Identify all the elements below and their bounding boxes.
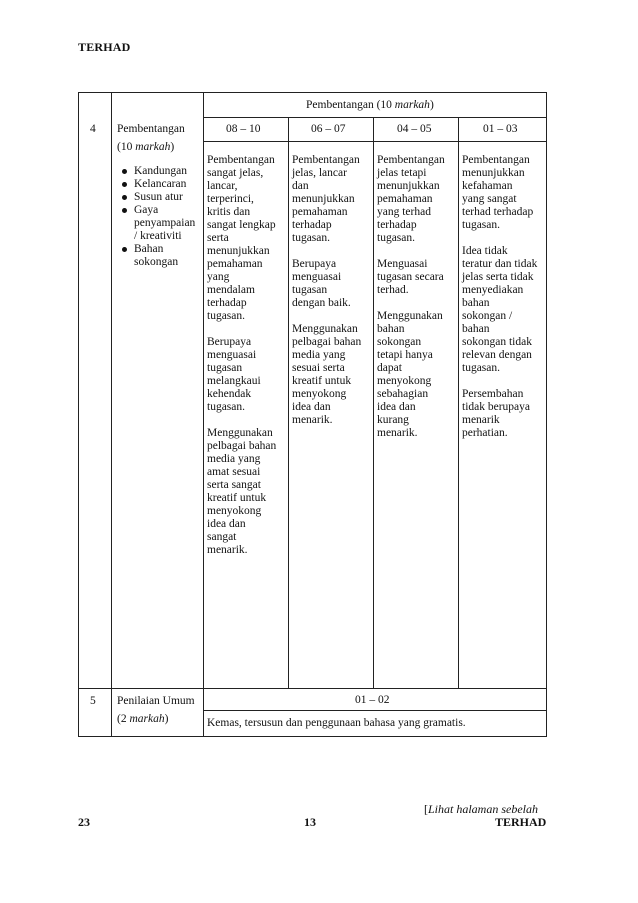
paragraph-gap	[292, 310, 361, 323]
descriptor-line: kreatif untuk	[292, 375, 352, 387]
table-divider-criteria	[203, 92, 204, 737]
descriptor-line: menarik.	[207, 544, 248, 556]
table-divider-number	[111, 92, 112, 737]
descriptor-line: dan	[292, 180, 309, 192]
descriptor-line: jelas tetapi	[377, 167, 427, 179]
descriptor-line: menunjukkan	[207, 245, 270, 257]
descriptor-line: Pembentangan	[377, 154, 445, 166]
band-header: 01 – 03	[483, 123, 518, 135]
descriptor-line: sokongan /	[462, 310, 513, 322]
descriptor-line: pemahaman	[207, 258, 263, 270]
row-4-criterion-marks: (10 markah)	[117, 141, 175, 153]
descriptor-line: Pembentangan	[207, 154, 275, 166]
descriptor-line: menguasai	[207, 349, 257, 361]
descriptor-line: amat sesuai	[207, 466, 261, 478]
descriptor-line: terhadap	[207, 297, 247, 309]
bullet-icon	[122, 208, 127, 213]
descriptor-line: terhadap	[377, 219, 417, 231]
aspect-item: Kelancaran	[122, 178, 195, 191]
section-header: Pembentangan (10 markah)	[306, 99, 434, 111]
descriptor-line: idea dan	[207, 518, 246, 530]
row-5-number: 5	[90, 695, 96, 707]
descriptor-line: tugasan.	[377, 232, 416, 244]
descriptor-line: tugasan.	[462, 362, 501, 374]
descriptor-line: serta sangat	[207, 479, 261, 491]
descriptor-line: menyokong	[292, 388, 347, 400]
descriptor-band-06-07	[292, 154, 361, 427]
row-5-band: 01 – 02	[355, 694, 390, 706]
descriptor-line: jelas, lancar	[292, 167, 347, 179]
aspect-continuation: penyampaian	[134, 217, 196, 229]
descriptor-line: menyokong	[207, 505, 262, 517]
aspect-item: Susun atur	[122, 191, 195, 204]
descriptor-line: Menguasai	[377, 258, 428, 270]
paragraph-gap	[207, 323, 276, 336]
descriptor-line: tidak berupaya	[462, 401, 531, 413]
descriptor-line: media yang	[292, 349, 346, 361]
paragraph-gap	[377, 297, 445, 310]
classification-header: TERHAD	[78, 40, 131, 54]
descriptor-line: Pembentangan	[292, 154, 360, 166]
descriptor-line: kritis dan	[207, 206, 251, 218]
descriptor-line: terhad.	[377, 284, 409, 296]
page-number: 13	[304, 815, 316, 829]
descriptor-line: tugasan	[207, 362, 243, 374]
next-page-note: [Lihat halaman sebelah	[424, 802, 538, 816]
descriptor-line: tugasan.	[462, 219, 501, 231]
descriptor-line: menyokong	[377, 375, 432, 387]
table-rule-bands	[203, 141, 547, 142]
descriptor-line: sangat lengkap	[207, 219, 276, 231]
band-header: 08 – 10	[226, 123, 261, 135]
paragraph-gap	[462, 232, 537, 245]
descriptor-line: idea dan	[292, 401, 331, 413]
descriptor-line: tugasan	[292, 284, 328, 296]
aspect-item: Bahan	[122, 243, 195, 256]
descriptor-line: perhatian.	[462, 427, 508, 439]
paragraph-gap	[207, 414, 276, 427]
descriptor-line: tetapi hanya	[377, 349, 433, 361]
descriptor-line: teratur dan tidak	[462, 258, 538, 270]
descriptor-line: terperinci,	[207, 193, 254, 205]
descriptor-line: bahan	[377, 323, 405, 335]
descriptor-line: kreatif untuk	[207, 492, 267, 504]
table-divider-band-1	[288, 117, 289, 688]
row-4-aspect-list	[122, 165, 195, 269]
descriptor-line: idea dan	[377, 401, 416, 413]
row-5-descriptor: Kemas, tersusun dan penggunaan bahasa yang gramatis.	[207, 717, 466, 729]
row-5-criterion-marks: (2 markah)	[117, 713, 169, 725]
bullet-icon	[122, 169, 127, 174]
bullet-icon	[122, 195, 127, 200]
aspect-item: Gaya	[122, 204, 195, 217]
descriptor-line: tugasan secara	[377, 271, 444, 283]
descriptor-band-04-05	[377, 154, 445, 440]
descriptor-line: kehendak	[207, 388, 252, 400]
descriptor-line: kurang	[377, 414, 409, 426]
paragraph-gap	[462, 375, 537, 388]
footer-left-number: 23	[78, 815, 90, 829]
table-divider-band-3	[458, 117, 459, 688]
descriptor-line: relevan dengan	[462, 349, 532, 361]
table-rule-band-5	[203, 710, 547, 711]
descriptor-line: pelbagai bahan	[207, 440, 277, 452]
descriptor-line: terhad terhadap	[462, 206, 534, 218]
descriptor-line: Persembahan	[462, 388, 524, 400]
descriptor-line: Berupaya	[207, 336, 252, 348]
aspect-item: Kandungan	[122, 165, 195, 178]
descriptor-line: yang terhad	[377, 206, 431, 218]
descriptor-line: serta	[207, 232, 229, 244]
descriptor-line: menarik.	[292, 414, 333, 426]
descriptor-line: mendalam	[207, 284, 255, 296]
descriptor-line: menarik	[462, 414, 500, 426]
descriptor-line: jelas serta tidak	[462, 271, 534, 283]
descriptor-line: kefahaman	[462, 180, 513, 192]
descriptor-line: menunjukkan	[292, 193, 355, 205]
descriptor-line: lancar,	[207, 180, 238, 192]
descriptor-line: sokongan tidak	[462, 336, 532, 348]
descriptor-line: pemahaman	[292, 206, 348, 218]
descriptor-line: Berupaya	[292, 258, 337, 270]
band-header: 04 – 05	[397, 123, 432, 135]
bullet-icon	[122, 247, 127, 252]
descriptor-line: dengan baik.	[292, 297, 351, 309]
row-5-criterion-name: Penilaian Umum	[117, 695, 195, 707]
descriptor-band-08-10	[207, 154, 276, 557]
paragraph-gap	[292, 245, 361, 258]
aspect-continuation: sokongan	[134, 256, 179, 268]
table-divider-band-2	[373, 117, 374, 688]
descriptor-line: tugasan.	[207, 401, 246, 413]
descriptor-line: yang sangat	[462, 193, 517, 205]
table-border-bottom	[78, 736, 547, 737]
descriptor-line: sangat jelas,	[207, 167, 264, 179]
descriptor-line: sebahagian	[377, 388, 429, 400]
table-border-left	[78, 92, 79, 737]
descriptor-line: bahan	[462, 297, 490, 309]
bullet-icon	[122, 182, 127, 187]
descriptor-line: tugasan.	[207, 310, 246, 322]
descriptor-line: yang	[207, 271, 230, 283]
table-border-top	[78, 92, 547, 93]
descriptor-line: dapat	[377, 362, 402, 374]
descriptor-line: Menggunakan	[292, 323, 358, 335]
descriptor-line: tugasan.	[292, 232, 331, 244]
paragraph-gap	[377, 245, 445, 258]
descriptor-line: media yang	[207, 453, 261, 465]
row-4-criterion-name: Pembentangan	[117, 123, 185, 135]
row-4-number: 4	[90, 123, 96, 135]
descriptor-line: terhadap	[292, 219, 332, 231]
descriptor-line: Pembentangan	[462, 154, 530, 166]
table-rule-section	[203, 117, 547, 118]
descriptor-line: Idea tidak	[462, 245, 508, 257]
descriptor-line: menunjukkan	[462, 167, 525, 179]
descriptor-line: sokongan	[377, 336, 422, 348]
footer-classification-label: TERHAD	[495, 815, 547, 829]
descriptor-line: sesuai serta	[292, 362, 345, 374]
descriptor-line: menunjukkan	[377, 180, 440, 192]
descriptor-line: pelbagai bahan	[292, 336, 362, 348]
descriptor-line: menarik.	[377, 427, 418, 439]
descriptor-line: melangkaui	[207, 375, 261, 387]
descriptor-line: bahan	[462, 323, 490, 335]
table-border-right	[546, 92, 547, 737]
descriptor-line: Menggunakan	[207, 427, 273, 439]
table-rule-row-5	[78, 688, 547, 689]
descriptor-line: menyediakan	[462, 284, 524, 296]
band-header: 06 – 07	[311, 123, 346, 135]
descriptor-line: Menggunakan	[377, 310, 443, 322]
aspect-continuation: / kreativiti	[134, 230, 182, 242]
descriptor-line: sangat	[207, 531, 237, 543]
descriptor-band-01-03	[462, 154, 537, 440]
descriptor-line: pemahaman	[377, 193, 433, 205]
descriptor-line: menguasai	[292, 271, 342, 283]
